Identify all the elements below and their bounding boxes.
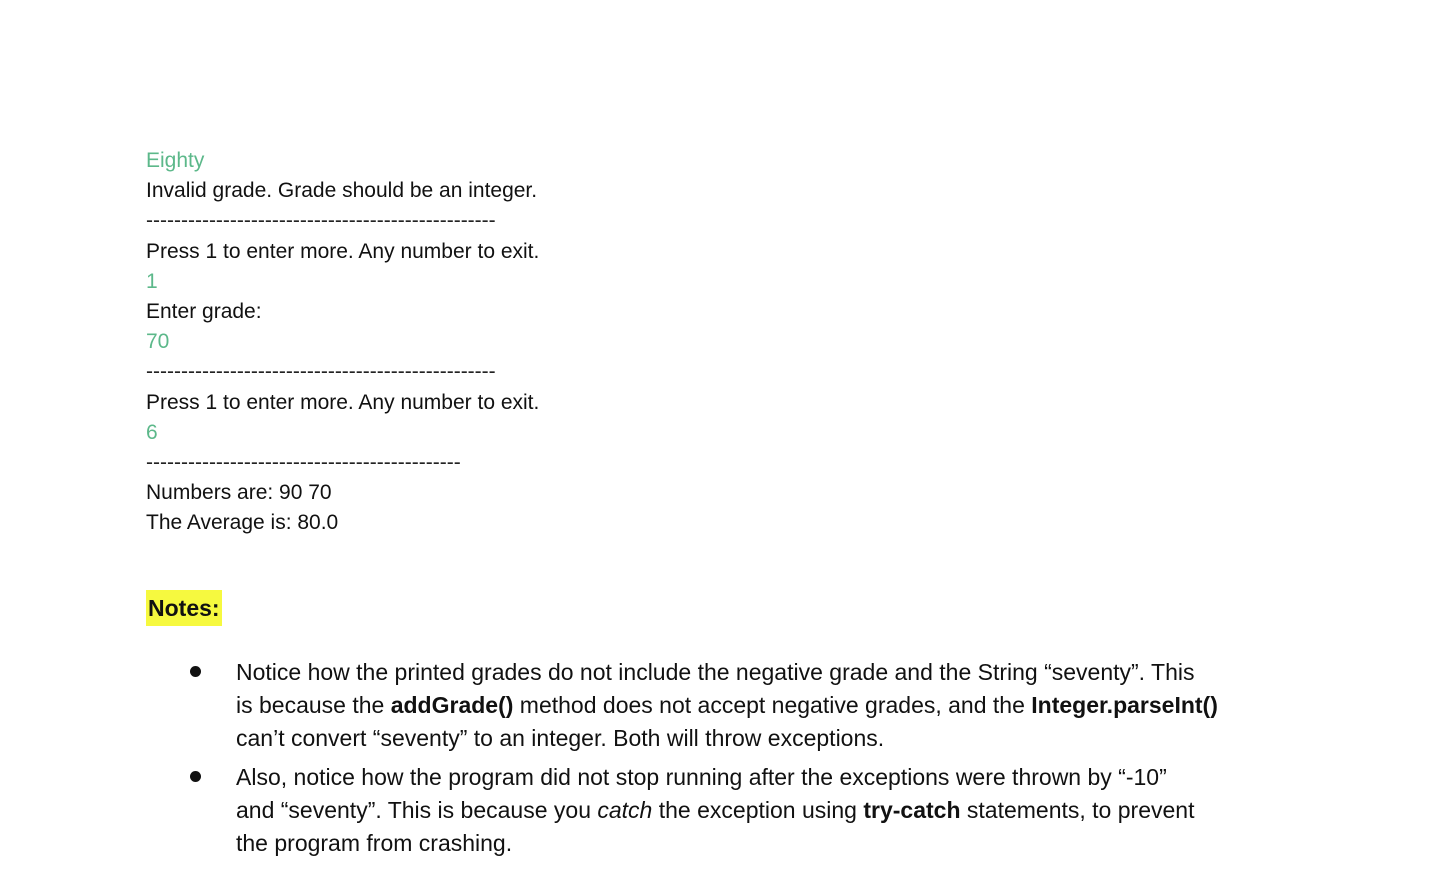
- notes-heading: Notes:: [146, 590, 222, 626]
- code-term: Integer.parseInt(): [1031, 692, 1218, 718]
- note-text: can’t convert “seventy” to an integer. Both will throw exceptions.: [236, 725, 885, 751]
- bullet-icon: [190, 666, 201, 677]
- emphasis-term: catch: [597, 797, 653, 823]
- list-item: [146, 761, 1306, 860]
- notes-list: [146, 656, 1306, 866]
- console-line: Press 1 to enter more. Any number to exit.: [146, 239, 540, 263]
- bullet-icon: [190, 771, 201, 782]
- console-line: Enter grade:: [146, 299, 262, 323]
- note-text: and “seventy”. This is because you catch the exception using try-catch statements, to prevent: [236, 797, 1195, 823]
- note-text: is because the addGrade() method does not accept negative grades, and the Integer.parseInt(): [236, 692, 1218, 718]
- list-item: [146, 656, 1306, 755]
- code-term: try-catch: [863, 797, 961, 823]
- console-line: 70: [146, 330, 170, 354]
- console-separator: --------------------------------------------------: [146, 360, 496, 384]
- console-line: Press 1 to enter more. Any number to exit.: [146, 390, 540, 414]
- note-text: Also, notice how the program did not stop running after the exceptions were thrown by “-10”: [236, 764, 1167, 790]
- console-line: The Average is: 80.0: [146, 511, 339, 535]
- console-separator: --------------------------------------------------: [146, 209, 496, 233]
- note-text: the program from crashing.: [236, 830, 513, 856]
- console-line: 1: [146, 269, 158, 293]
- console-output: [146, 146, 539, 538]
- note-text: Notice how the printed grades do not include the negative grade and the String “seventy”. This: [236, 659, 1195, 685]
- console-line: Eighty: [146, 149, 205, 172]
- console-line: Invalid grade. Grade should be an integer.: [146, 179, 538, 203]
- console-line: 6: [146, 420, 158, 444]
- console-line: Numbers are: 90 70: [146, 481, 332, 505]
- code-term: addGrade(): [390, 692, 514, 718]
- console-separator: ---------------------------------------------: [146, 450, 461, 474]
